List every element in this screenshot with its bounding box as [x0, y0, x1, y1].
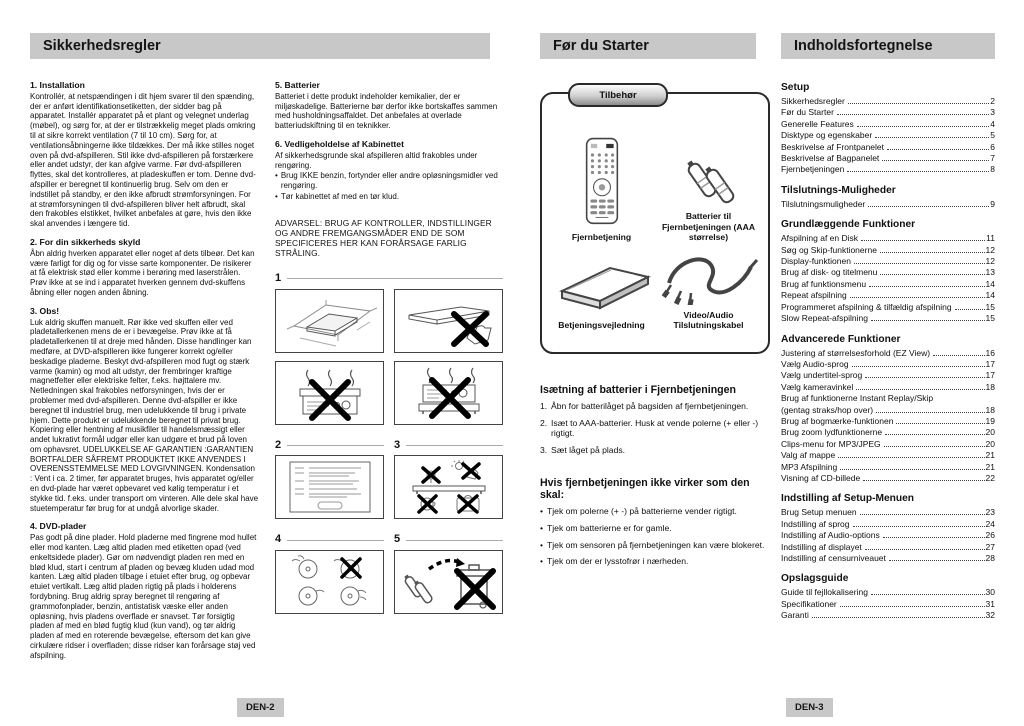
- toc-entry-page: 4: [990, 118, 995, 129]
- toc-entry-row: [781, 233, 995, 244]
- toc-entry: [781, 130, 995, 141]
- toc-entry-row: [781, 587, 995, 598]
- toc-entry-row: [781, 302, 995, 313]
- toc-section: [781, 185, 995, 210]
- toc-dot-leader: [847, 171, 989, 172]
- toc-dot-leader: [860, 514, 985, 515]
- toc-entry-row: [781, 553, 995, 564]
- toc-entry-label: Slow Repeat-afspilning: [781, 313, 868, 324]
- toc-entry-page: 18: [985, 404, 995, 415]
- troubleshoot-bullet: • Tjek om polerne (+ -) på batterierne vender rigtigt.: [540, 506, 770, 517]
- accessory-remote: [548, 110, 655, 243]
- toc-entry: [781, 267, 995, 278]
- disc-handling-figure: [275, 550, 384, 614]
- manual-book-icon: [550, 253, 654, 315]
- toc-entry-label: Programmeret afspilning & tilfældig afspilning: [781, 301, 952, 312]
- toc-entry-label: Visning af CD-billede: [781, 472, 861, 483]
- toc-entry-label: Repeat afspilning: [781, 290, 847, 301]
- toc-entry-label: Brug af disk- og titelmenu: [781, 267, 878, 278]
- battery-install-block: [540, 384, 770, 455]
- toc-entry-page: 20: [985, 427, 995, 438]
- toc-dot-leader: [871, 320, 985, 321]
- toc-entry: [781, 599, 995, 610]
- laser-warning-text: ADVARSEL: BRUG AF KONTROLLER, INDSTILLINGER OG ANDRE FREMGANGSMÅDER END DE SOM SPECIFICERES HER KAN FORÅRSAGE FARLIG STRÅLING.: [275, 217, 492, 258]
- step-number: 3.: [540, 444, 548, 455]
- battery-install-step: [540, 445, 770, 456]
- toc-dot-leader: [885, 434, 984, 435]
- safety-section: [275, 81, 503, 131]
- safety-section-body: Luk aldrig skuffen manuelt. Rør ikke ved skuffen eller ved pladetallerkenen mens de er i bevægelse. Prøv ikke at få pladetallerkenen til at dreje med hånden. Disse handlinger kan medføre, at DVD-afspilleren ikke fungerer korrekt og/eller beskadige pladerne. Beskyt dvd-afspilleren mod fugt og stærk varme (kamin) og mod alt udstyr, der frembringer kraftige magnetfelter eller elektriske felter, f.eks. højttalere mv. Netledningen skal frakobles netforsyningen, hvis der er problemer med dvd-afspilleren. Denne dvd-afspiller er ikke beregnet til industriel brug, men udelukkende til brug i private hjem. Dette produkt er udelukkende beregnet til privat brug. Kopiering eller hentning af musikfiler til handelsmæssigt eller andet lukrativt formål udgør eller kan udgøre et brud på loven om ophavsret. UDELUKKELSE AF GARANTIEN :GARANTIEN BORTFALDER SÅFREMT PRODUKTET IKKE ANVENDES I OVERENSSTEMMELSE MED LOVGIVNINGEN. Kondensation : Vent i ca. 2 timer, før apparatet bruges, hvis apparatet og/eller en dvd-plade har været opbevaret ved kølig temperatur i et stykke tid. f.eks. under transport om vinteren. Alle dele skal have stuetemperatur før brug for at undgå alvorlige skader.: [30, 317, 259, 513]
- toc-entry-page: 3: [990, 107, 995, 118]
- toc-entry: [781, 382, 995, 393]
- battery-install-step: [540, 418, 770, 439]
- accessory-manual: [548, 243, 655, 331]
- toc-entry-page: 22: [985, 472, 995, 483]
- ventilation-clearance-icon: [280, 292, 380, 350]
- toc-dot-leader: [882, 160, 989, 161]
- accessories-grid: [542, 94, 768, 335]
- no-hand-under-player-icon: [399, 292, 499, 350]
- toc-dot-leader: [887, 149, 989, 150]
- toc-dot-leader: [863, 480, 984, 481]
- toc-dot-leader: [868, 206, 989, 207]
- toc-entry-page: 5: [990, 130, 995, 141]
- toc-entry-page: 15: [985, 301, 995, 312]
- toc-entry: [781, 279, 995, 290]
- toc-entry: [781, 142, 995, 153]
- toc-entry-page: 8: [990, 164, 995, 175]
- toc-entry-page: 20: [985, 438, 995, 449]
- safety-header-bar: [30, 33, 490, 59]
- accessory-cable: [655, 243, 762, 331]
- toc-entry-page: 12: [985, 256, 995, 267]
- toc-entry-label: Afspilning af en Disk: [781, 233, 859, 244]
- toc-entry-label: Indstilling af displayet: [781, 541, 862, 552]
- toc-entry: [781, 119, 995, 130]
- toc-entry-label: Brug zoom lydfunktionerne: [781, 427, 883, 438]
- toc-entry-row: [781, 530, 995, 541]
- toc-dot-leader: [840, 606, 985, 607]
- toc-entry-row: [781, 119, 995, 130]
- toc-section: [781, 573, 995, 621]
- toc-entry: [781, 313, 995, 324]
- toc-entry-page: 31: [985, 598, 995, 609]
- toc-dot-leader: [837, 114, 989, 115]
- toc-entry: [781, 153, 995, 164]
- figure-4-5-label-row: [275, 535, 503, 545]
- toc-entry-row: [781, 416, 995, 427]
- toc-dot-leader: [854, 263, 985, 264]
- toc-entry-row: [781, 313, 995, 324]
- troubleshoot-bullet: • Tjek om sensoren på fjernbetjeningen kan være blokeret.: [540, 540, 770, 551]
- toc-entry-label: Specifikationer: [781, 598, 837, 609]
- toc-entry-label: Indstilling af censurniveauet: [781, 553, 886, 563]
- toc-dot-leader: [896, 423, 984, 424]
- toc-entry-row: [781, 427, 995, 438]
- toc-dot-leader: [889, 560, 985, 561]
- safety-section: [275, 140, 503, 202]
- toc-entry-label: Vælg undertitel-sprog: [781, 370, 863, 381]
- toc-dot-leader: [850, 297, 985, 298]
- toc-entry-page: 14: [985, 290, 995, 301]
- toc-dot-leader: [871, 594, 985, 595]
- toc-entry: [781, 587, 995, 598]
- av-cable-icon: [659, 243, 759, 305]
- toc-entry: [781, 359, 995, 370]
- figure-rule: [287, 445, 384, 446]
- no-objects-on-player-figure: [394, 455, 503, 519]
- toc-entry-row: [781, 267, 995, 278]
- toc-entry-label: Indstilling af Audio-options: [781, 530, 880, 541]
- toc-entry-label: Tilslutningsmuligheder: [781, 198, 866, 209]
- figure-3-number: 3: [394, 438, 401, 451]
- toc-entry: [781, 199, 995, 210]
- figure-2-label: [275, 438, 384, 451]
- toc-entry-page: 6: [990, 141, 995, 152]
- toc-entry-row: [781, 256, 995, 267]
- toc-entry-label: Beskrivelse af Bagpanelet: [781, 153, 880, 164]
- toc-entry: [781, 427, 995, 438]
- safety-section-heading: 4. DVD-plader: [30, 521, 87, 532]
- toc-entry-label: Garanti: [781, 610, 809, 621]
- figure-4-number: 4: [275, 533, 282, 546]
- toc-dot-leader: [869, 286, 984, 287]
- toc-entry-row: [781, 164, 995, 175]
- safety-section: [30, 307, 259, 514]
- toc-entry-row: [781, 450, 995, 461]
- toc-entry-row: [781, 519, 995, 530]
- safety-section-heading: 5. Batterier: [275, 80, 320, 90]
- ventilation-clearance-figure: [275, 289, 384, 353]
- safety-section-body: Åbn aldrig hverken apparatet eller noget af dets tilbeør. Det kan være farligt for dig og for visse sarte komponenter. De risikerer at få elektrisk stød eller komme i berøring med laserstrålen. Prøv ikke at se ind i apparatet hverken gennem dvd-skuffens åbning eller nogen anden åbning.: [30, 248, 255, 297]
- page-number-right: DEN-3: [786, 698, 833, 717]
- figure-5-label: [394, 535, 503, 545]
- toc-entry: [781, 450, 995, 461]
- safety-section-body: Af sikkerhedsgrunde skal afspilleren altid frakobles under rengøring.: [275, 150, 478, 170]
- safety-bullet: • Tør kabinettet af med en tør klud.: [275, 192, 503, 202]
- toc-entry-page: 11: [986, 233, 995, 244]
- figure-1-label-row: [275, 271, 503, 284]
- toc-section-title: Opslagsguide: [781, 573, 849, 585]
- toc-section-title: Setup: [781, 82, 810, 93]
- toc-section-title: Tilslutnings-Muligheder: [781, 184, 896, 196]
- toc-dot-leader: [857, 126, 990, 127]
- safety-section: [30, 522, 259, 660]
- toc-entry: [781, 107, 995, 118]
- toc-entry-label: Vælg kameravinkel: [781, 381, 854, 392]
- toc-entry: [781, 348, 995, 359]
- safety-bullet: • Brug IKKE benzin, fortynder eller andre opløsningsmidler ved rengøring.: [275, 171, 503, 191]
- figure-2-number: 2: [275, 438, 282, 451]
- step-text: Isæt to AAA-batterier. Husk at vende polerne (+ eller -) rigtigt.: [551, 417, 759, 439]
- toc-entry-label: Clips-menu for MP3/JPEG: [781, 438, 881, 449]
- toc-entry-row: [781, 142, 995, 153]
- toc-entry-page: 14: [985, 278, 995, 289]
- toc-dot-leader: [933, 355, 984, 356]
- toc-entry-label: Disktype og egenskaber: [781, 130, 873, 141]
- toc-entry-page: 21: [985, 450, 995, 461]
- toc-entry: [781, 530, 995, 541]
- toc-dot-leader: [856, 389, 984, 390]
- safety-section-heading: 6. Vedligeholdelse af Kabinettet: [275, 138, 404, 149]
- toc-entry-row: [781, 473, 995, 484]
- figure-group-4-5: [275, 550, 503, 614]
- accessories-box: [540, 89, 770, 354]
- toc-entry-label: Justering af størrelsesforhold (EZ View): [781, 347, 931, 358]
- figure-group-2-3: [275, 455, 503, 519]
- toc-entry-page: 27: [985, 541, 995, 552]
- toc-entry: [781, 96, 995, 107]
- toc-dot-leader: [865, 377, 984, 378]
- toc-entry-label: MP3 Afspilning: [781, 461, 838, 472]
- toc-entry: [781, 519, 995, 530]
- caution-label-icon: [280, 458, 380, 516]
- toc-dot-leader: [876, 412, 984, 413]
- safety-section-body: Kontrollér, at netspændingen i dit hjem svarer til den spænding, der er anført identifikationsetiketten, der sidder bag på apparatet. Installér apparatet på et plant og velegnet underlag (møbel), og sørg for, at der er tilstrækkelig meget plads omkring til at sikre korrekt ventilation (7 til 10 cm). Sørg for, at ventilationsåbningerne ikke tildækkes. Der må ikke stilles noget oven på dvd-afspilleren. Stil ikke dvd-afspilleren på forstærkere eller andet udstyr, der kan afgive varme. Før dvd-afspilleren flyttes, skal det kontrolleres, at pladeskuffen er tom. Denne dvd-afspiller er beregnet til kontinuerlig brug. Selv om den er indstillet på standby, er den ikke afbrudt strømforsyningen. For at strømforsyningen til dvd-afspilleren bliver helt afbrudt, skal den frakobles elstikket, hvilket anbefales at gøre, hvis den ikke skal anvendes i længere tid.: [30, 91, 256, 229]
- troubleshoot-heading: Hvis fjernbetjeningen ikke virker som den skal:: [540, 477, 750, 502]
- toc-entry-page: 15: [985, 313, 995, 324]
- toc-section: [781, 493, 995, 564]
- toc-dot-leader: [955, 309, 985, 310]
- toc-entry-label: Sikkerhedsregler: [781, 96, 845, 106]
- toc-entry-row: [781, 382, 995, 393]
- toc-dot-leader: [838, 457, 984, 458]
- disc-handling-icon: [280, 553, 380, 611]
- toc-dot-leader: [875, 137, 989, 138]
- figure-rule: [406, 540, 503, 541]
- toc-entry-row: [781, 107, 995, 118]
- toc-entry: [781, 393, 995, 416]
- toc-entry-page: 21: [985, 461, 995, 472]
- toc-entry: [781, 553, 995, 564]
- toc-dot-leader: [840, 469, 984, 470]
- toc-title: Indholdsfortegnelse: [794, 38, 933, 54]
- table-of-contents: [781, 82, 995, 622]
- toc-entry: [781, 233, 995, 244]
- safety-section-heading: 2. For din sikkerheds skyld: [30, 236, 141, 247]
- toc-entry: [781, 473, 995, 484]
- toc-entry-row: [781, 359, 995, 370]
- toc-section: [781, 82, 995, 176]
- battery-disposal-icon: [399, 553, 499, 611]
- toc-dot-leader: [853, 526, 985, 527]
- toc-entry-page: 32: [985, 610, 995, 621]
- toc-section-title: Grundlæggende Funktioner: [781, 219, 916, 231]
- toc-entry-label: Fjernbetjeningen: [781, 164, 845, 175]
- toc-entry-row: [781, 96, 995, 107]
- toc-section-title: Advancerede Funktioner: [781, 333, 901, 345]
- toc-entry-page: 26: [985, 530, 995, 541]
- toc-entry-label: Før du Starter: [781, 107, 834, 118]
- toc-entry-first-line: Brug af funktionerne Instant Replay/Skip: [781, 393, 934, 404]
- toc-entry-row: [781, 439, 995, 450]
- figure-rule: [287, 278, 503, 279]
- toc-entry-page: 17: [985, 358, 995, 369]
- toc-entry: [781, 164, 995, 175]
- toc-entry-row: [781, 542, 995, 553]
- figure-group-1: [275, 289, 503, 425]
- toc-entry: [781, 290, 995, 301]
- toc-entry-page: 23: [985, 507, 995, 518]
- toc-entry: [781, 610, 995, 621]
- no-amp-on-player-icon: [399, 364, 499, 422]
- toc-header-bar: [781, 33, 995, 59]
- accessories-tab: Tilbehør: [568, 83, 668, 107]
- toc-entry-row: [781, 199, 995, 210]
- battery-disposal-figure: [394, 550, 503, 614]
- step-number: 2.: [540, 417, 548, 428]
- toc-entry-label: Brug af funktionsmenu: [781, 278, 867, 289]
- toc-entry-page: 17: [985, 370, 995, 381]
- toc-section: [781, 334, 995, 485]
- toc-dot-leader: [852, 366, 985, 367]
- accessory-manual-label: Betjeningsvejledning: [558, 320, 645, 330]
- toc-entry-label: Valg af mappe: [781, 450, 836, 461]
- safety-section-heading: 3. Obs!: [30, 305, 60, 316]
- toc-entry-page: 2: [990, 96, 995, 106]
- before-start-header-bar: [540, 33, 756, 59]
- toc-entry-row: [781, 507, 995, 518]
- toc-dot-leader: [880, 274, 984, 275]
- figure-3-label: [394, 438, 503, 451]
- toc-dot-leader: [861, 240, 985, 241]
- toc-entry-row: [781, 599, 995, 610]
- page-number-left: DEN-2: [237, 698, 284, 717]
- toc-entry: [781, 416, 995, 427]
- toc-entry-page: 12: [985, 244, 995, 255]
- figure-5-number: 5: [394, 533, 401, 546]
- safety-column-2: [275, 81, 503, 614]
- toc-entry-page: 16: [985, 347, 995, 358]
- toc-entry-row: [781, 290, 995, 301]
- toc-dot-leader: [848, 103, 989, 104]
- toc-entry-label: Beskrivelse af Frontpanelet: [781, 141, 884, 152]
- no-objects-on-player-icon: [399, 458, 499, 516]
- toc-entry-page: 28: [985, 553, 995, 563]
- step-number: 1.: [540, 401, 548, 411]
- toc-entry-page: 13: [985, 267, 995, 278]
- remote-troubleshoot-block: [540, 477, 770, 566]
- no-amp-on-player-figure: [394, 361, 503, 425]
- toc-entry-label: Vælg Audio-sprog: [781, 358, 849, 369]
- toc-entry: [781, 245, 995, 256]
- safety-section-heading: 1. Installation: [30, 80, 85, 90]
- no-hand-under-player-figure: [394, 289, 503, 353]
- toc-entry: [781, 302, 995, 313]
- accessory-cable-label: Video/Audio Tilslutningskabel: [673, 309, 744, 330]
- accessory-remote-label: Fjernbetjening: [571, 232, 632, 242]
- toc-entry-row: [781, 610, 995, 621]
- toc-entry-row: [781, 279, 995, 290]
- toc-entry-label: Generelle Features: [781, 118, 854, 129]
- toc-dot-leader: [880, 252, 985, 253]
- no-stacking-on-amp-icon: [280, 364, 380, 422]
- figure-4-label: [275, 535, 384, 545]
- figure-rule: [287, 540, 384, 541]
- safety-section-body: Batteriet i dette produkt indeholder kemikalier, der er miljøskadelige. Batterierne bør derfor ikke bortskaffes sammen med husholdningsaffaldet. Det anbefales at overlade batteriudskiftning til en teknikker.: [275, 91, 498, 131]
- safety-title: Sikkerhedsregler: [43, 38, 161, 54]
- toc-entry-label: Brug af bogmærke-funktionen: [781, 415, 894, 426]
- safety-section-body: Pas godt på dine plader. Hold pladerne med fingrene mod hullet eller mod kanten. Læg altid pladen med etiketten opad (ved enkeltsidede plader). Gør om nødvendigt pladen ren med en blød klud, start i centrum af pladen og bevæg kluden udad mod kanten. Læg altid pladen tilbage i etuiet efter brug, og opbevar etuiet vertikalt. Læg altid pladen rigtig på plads i holderens fordybning. Brug aldrig spray beregnet til rengøring af grammofonplader, benzin, antistatisk væske eller anden opløsning, hvis pladens overflade er snavset. Tør forsigtig pladen af med en blød fugtig klud (kun vand), og tør aldrig pladen af med en roterende bevægelse, eftersom det kan give cirkulære ridser i overfladen; disse ridser kan forårsage støj ved afspilning.: [30, 533, 257, 660]
- toc-entry-row: [781, 462, 995, 473]
- toc-entry-row: [781, 405, 995, 416]
- toc-entry: [781, 439, 995, 450]
- troubleshoot-bullet: • Tjek om der er lysstofrør i nærheden.: [540, 556, 770, 567]
- safety-section: [30, 238, 259, 298]
- toc-entry-page: 24: [985, 518, 995, 529]
- toc-entry-label: Indstilling af sprog: [781, 518, 850, 529]
- toc-entry-row: [781, 130, 995, 141]
- step-text: Åbn for batterilåget på bagsiden af fjernbetjeningen.: [551, 401, 749, 411]
- toc-entry: [781, 256, 995, 267]
- toc-entry-label: Display-funktionen: [781, 256, 851, 267]
- toc-dot-leader: [884, 446, 985, 447]
- safety-column-1: [30, 81, 259, 670]
- toc-entry-page: 30: [985, 587, 995, 598]
- toc-entry-page: 18: [985, 381, 995, 392]
- no-stacking-on-amp-figure: [275, 361, 384, 425]
- toc-entry-label: Søg og Skip-funktionerne: [781, 244, 877, 255]
- toc-entry-row: [781, 245, 995, 256]
- toc-entry-row: [781, 153, 995, 164]
- safety-section: [30, 81, 259, 229]
- remote-control-icon: [584, 131, 620, 227]
- toc-entry-page: 19: [985, 415, 995, 426]
- battery-install-heading: Isætning af batterier i Fjernbetjeningen: [540, 384, 737, 396]
- accessory-batteries: [655, 110, 762, 243]
- toc-entry-label: Guide til fejllokalisering: [781, 587, 868, 598]
- toc-entry: [781, 542, 995, 553]
- toc-dot-leader: [865, 549, 985, 550]
- toc-entry: [781, 507, 995, 518]
- toc-entry-row: [781, 348, 995, 359]
- toc-dot-leader: [812, 617, 985, 618]
- toc-section-title: Indstilling af Setup-Menuen: [781, 493, 914, 505]
- toc-entry-row: [781, 370, 995, 381]
- toc-dot-leader: [883, 537, 985, 538]
- toc-entry: [781, 462, 995, 473]
- before-start-column: [540, 89, 770, 573]
- before-start-title: Før du Starter: [553, 38, 649, 54]
- toc-entry: [781, 370, 995, 381]
- toc-entry-page: 9: [990, 198, 995, 209]
- figure-2-3-label-row: [275, 438, 503, 451]
- accessory-batteries-label: Batterier til Fjernbetjeningen (AAA størrelse): [661, 211, 756, 242]
- toc-entry-label: (gentag straks/hop over): [781, 404, 874, 415]
- toc-entry-label: Brug Setup menuen: [781, 507, 857, 518]
- batteries-icon: [672, 110, 746, 206]
- troubleshoot-bullet: • Tjek om batterierne er for gamle.: [540, 523, 770, 534]
- toc-section: [781, 219, 995, 324]
- figure-rule: [406, 445, 503, 446]
- toc-entry-page: 7: [990, 153, 995, 164]
- battery-install-step: [540, 401, 770, 412]
- step-text: Sæt låget på plads.: [551, 444, 626, 455]
- figure-1-number: 1: [275, 271, 282, 284]
- caution-label-figure: [275, 455, 384, 519]
